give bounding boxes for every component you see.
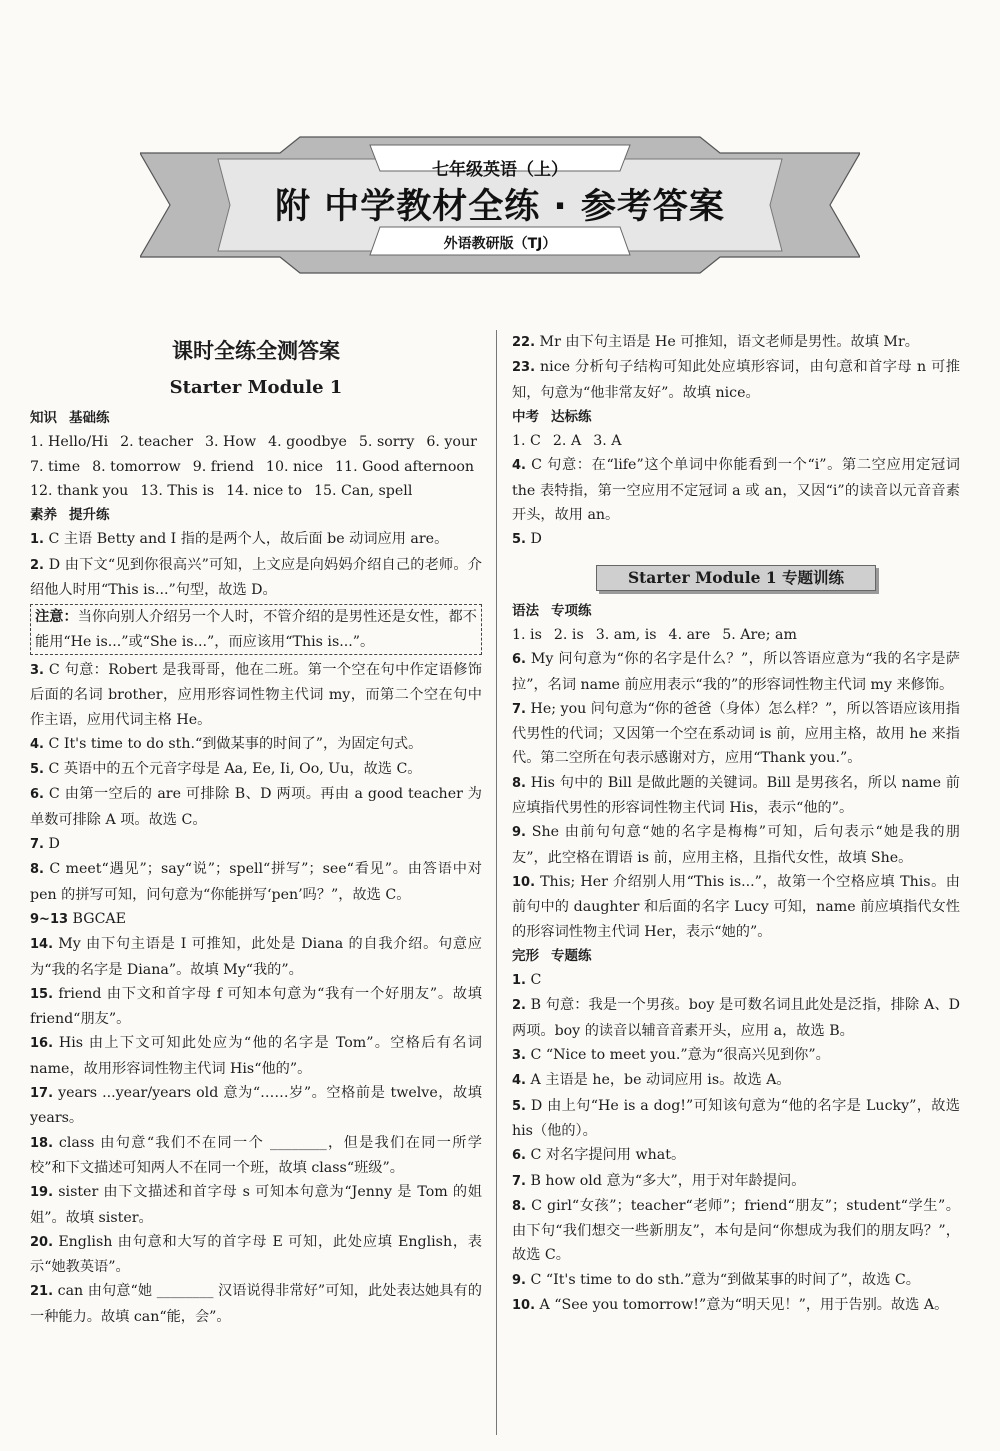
answer-item xyxy=(512,820,960,870)
answer-item xyxy=(30,1131,482,1181)
section-basic xyxy=(30,406,482,430)
item-number: 2. xyxy=(512,998,526,1014)
item-text: friend 由下文和首字母 f 可知本句意为“我有一个好朋友”。故填 friend“朋友”。 xyxy=(30,985,482,1028)
answer: 8. tomorrow xyxy=(92,458,181,475)
note-box xyxy=(30,604,482,655)
item-text: Mr 由下句主语是 He 可推知，语文老师是男性。故填 Mr。 xyxy=(539,334,919,350)
item-number: 4. xyxy=(30,736,44,752)
item-number: 23. xyxy=(512,360,536,376)
item-number: 6. xyxy=(30,787,44,803)
answer: 10. nice xyxy=(265,458,324,475)
item-text: She 由前句句意“她的名字是梅梅”可知，后句表示“她是我的朋友”，此空格在谓语 is 前，应用主格，且指代女性，故填 She。 xyxy=(512,824,960,866)
answer: 14. nice to xyxy=(226,482,302,499)
item-text: My 由下句主语是 I 可推知，此处是 Diana 的自我介绍。句意应为“我的名字是 Diana”。故填 My“我的”。 xyxy=(30,936,482,978)
item-number: 9~13 xyxy=(30,911,69,927)
answer: 6. your xyxy=(426,434,477,451)
answer: 7. time xyxy=(30,458,81,475)
item-number: 8. xyxy=(30,862,44,878)
answer-item xyxy=(30,832,482,857)
answer-item xyxy=(512,1143,960,1168)
item-number: 17. xyxy=(30,1086,54,1102)
item-number: 7. xyxy=(512,1173,526,1189)
answer-item xyxy=(30,757,482,782)
item-text: C 对名字提问用 what。 xyxy=(530,1147,686,1164)
item-number: 9. xyxy=(512,1272,526,1288)
answer-item xyxy=(30,527,482,552)
section-exam xyxy=(512,405,960,429)
answer-item xyxy=(30,1180,482,1230)
answer-row xyxy=(30,479,482,503)
answer-row xyxy=(30,430,482,454)
section-sublabel: 基础练 xyxy=(69,410,110,426)
answer-item xyxy=(512,870,960,944)
answer-item xyxy=(30,907,482,932)
answer-item xyxy=(512,1043,960,1068)
answer: 5. Are; am xyxy=(722,626,797,643)
answer: 15. Can, spell xyxy=(313,482,413,499)
answer-item xyxy=(30,1230,482,1280)
item-text: He; you 问句意为“你的爸爸（身体）怎么样？”，所以答语应该用指代男性的代词；又因第一个空在系动词 is 前，应用主格，故用 he 来指代。第二空所在句表示感谢对方，应用“Thank you.”。 xyxy=(512,700,960,767)
item-number: 8. xyxy=(512,775,526,791)
section-improve xyxy=(30,503,482,527)
answer-item xyxy=(30,982,482,1032)
item-number: 15. xyxy=(30,986,54,1002)
item-text: B 句意：我是一个男孩。boy 是可数名词且此处是泛指，排除 A、D 两项。boy 的读音以辅音音素开头，应用 a，故选 B。 xyxy=(512,997,961,1039)
answer-item xyxy=(30,1279,482,1329)
item-text: D xyxy=(48,836,60,853)
item-text: BGCAE xyxy=(72,910,127,927)
item-number: 20. xyxy=(30,1234,54,1250)
item-text: sister 由下文描述和首字母 s 可知本句意为“Jenny 是 Tom 的姐姐”。故填 sister。 xyxy=(30,1184,482,1226)
item-number: 1. xyxy=(30,532,44,548)
answer-item xyxy=(30,1081,482,1131)
item-text: C “It's time to do sth.”意为“到做某事的时间了”，故选 C。 xyxy=(530,1271,920,1288)
item-text: C meet“遇见”；say“说”；spell“拼写”；see“看见”。由答语中对 pen 的拼写可知，问句意为“你能拼写‘pen’吗？”，故选 C。 xyxy=(30,861,482,903)
banner-grade: 七年级英语（上） xyxy=(432,160,568,180)
answer-item xyxy=(512,697,960,771)
answer: 1. Hello/Hi xyxy=(30,434,109,451)
answer: 4. goodbye xyxy=(268,434,347,451)
item-text: D 由上句“He is a dog!”可知该句意为“他的名字是 Lucky”，故选 his（他的）。 xyxy=(512,1097,960,1139)
answer-item xyxy=(30,1031,482,1081)
answer: 9. friend xyxy=(192,458,254,475)
section-sublabel: 提升练 xyxy=(69,507,110,524)
answer-item xyxy=(30,553,482,603)
note-text: 当你向别人介绍另一个人时，不管介绍的是男性还是女性，都不能用“He is...”或“She is...”，而应该用“This is...”。 xyxy=(35,609,477,650)
item-number: 5. xyxy=(512,1098,526,1114)
item-number: 4. xyxy=(512,458,526,474)
module-heading: Starter Module 1 xyxy=(169,377,343,398)
item-text: This; Her 介绍别人用“This is...”，故第一个空格应填 This。由前句中的 daughter 和后面的名字 Lucy 可知，name 前应填指代女性的形容词性物主代词 Her，表示“她的”。 xyxy=(512,873,960,940)
item-text: English 由句意和大写的首字母 E 可知，此处应填 English，表示“她教英语”。 xyxy=(30,1233,482,1276)
answer-item xyxy=(512,647,960,697)
answer-item xyxy=(30,857,482,907)
section-sublabel: 达标练 xyxy=(551,408,592,425)
item-text: B how old 意为“多大”，用于对年龄提问。 xyxy=(530,1172,806,1189)
answer: 2. teacher xyxy=(120,434,193,451)
item-text: His 句中的 Bill 是做此题的关键词。Bill 是男孩名，所以 name 前应填指代男性的形容词性物主代词 His，表示“他的”。 xyxy=(512,774,960,817)
column-divider xyxy=(496,330,497,1435)
item-text: nice 分析句子结构可知此处应填形容词，由句意和首字母 n 可推知，句意为“他非常友好”。故填 nice。 xyxy=(512,359,960,401)
item-number: 1. xyxy=(512,973,526,989)
item-number: 4. xyxy=(512,1073,526,1089)
item-number: 21. xyxy=(30,1284,54,1300)
answer-item xyxy=(512,1169,960,1194)
item-text: can 由句意“她 ________ 汉语说得非常好”可知，此处表达她具有的一种能力。故填 can“能，会”。 xyxy=(30,1283,482,1325)
left-column xyxy=(30,330,482,1329)
item-number: 3. xyxy=(30,662,44,678)
answer-item xyxy=(30,782,482,832)
right-column xyxy=(512,330,960,1318)
item-number: 10. xyxy=(512,874,536,890)
item-number: 10. xyxy=(512,1297,536,1313)
answer: 2. is xyxy=(553,626,584,643)
item-number: 5. xyxy=(512,532,526,548)
item-text: A “See you tomorrow!”意为“明天见！”，用于告别。故选 A。 xyxy=(539,1296,949,1313)
item-text: C 由第一空后的 are 可排除 B、D 两项。再由 a good teacher 为单数可排除 A 项。故选 C。 xyxy=(30,786,482,828)
item-number: 7. xyxy=(512,701,526,717)
section-label: 知识 xyxy=(30,410,57,426)
item-text: C “Nice to meet you.”意为“很高兴见到你”。 xyxy=(530,1047,830,1064)
answer: 13. This is xyxy=(140,482,215,499)
item-text: A 主语是 he，be 动词应用 is。故选 A。 xyxy=(530,1072,791,1089)
item-number: 8. xyxy=(512,1198,526,1214)
answer-row xyxy=(512,623,960,647)
item-text: C 句意：在“life”这个单词中你能看到一个“i”。第二空应用定冠词 the 表特指，第一空应用不定冠词 a 或 an，又因“i”的读音以元音音素开头，故用 an。 xyxy=(512,457,960,524)
banner-title: 附 中学教材全练 · 参考答案 xyxy=(275,187,725,227)
answer-item xyxy=(512,527,960,552)
item-number: 18. xyxy=(30,1135,54,1151)
answer: 12. thank you xyxy=(30,482,129,499)
answer-item xyxy=(512,1194,960,1268)
answer-item xyxy=(512,1068,960,1093)
item-text: D 由下文“见到你很高兴”可知，上文应是向妈妈介绍自己的老师。介绍他人时用“This is...”句型，故选 D。 xyxy=(30,556,482,599)
answer-item xyxy=(512,771,960,821)
item-text: His 由上下文可知此处应为“他的名字是 Tom”。空格后有名词 name，故用形容词性物主代词 His“他的”。 xyxy=(30,1035,482,1077)
item-number: 5. xyxy=(30,762,44,778)
answer: 5. sorry xyxy=(358,434,415,451)
item-number: 6. xyxy=(512,1148,526,1164)
answer: 2. A xyxy=(552,433,582,450)
section-label: 素养 xyxy=(30,507,57,524)
item-number: 16. xyxy=(30,1036,54,1052)
answer: 1. is xyxy=(512,626,542,643)
answer-item xyxy=(512,355,960,405)
section-cloze xyxy=(512,944,960,968)
header-banner xyxy=(140,135,860,275)
item-text: My 问句意为“你的名字是什么？”，所以答语应意为“我的名字是萨拉”，名词 name 前应用表示“我的”的形容词性物主代词 my 来修饰。 xyxy=(512,651,960,693)
item-number: 6. xyxy=(512,652,526,668)
item-number: 22. xyxy=(512,335,536,350)
answer-item xyxy=(512,1268,960,1293)
item-number: 19. xyxy=(30,1185,54,1201)
item-number: 14. xyxy=(30,937,54,953)
answer-item xyxy=(512,330,960,355)
answer: 11. Good afternoon xyxy=(335,458,475,475)
section-label: 语法 xyxy=(512,602,539,619)
note-label: 注意： xyxy=(35,609,78,626)
answer-item xyxy=(512,993,960,1043)
section-label: 完形 xyxy=(512,947,539,964)
answer-item xyxy=(512,968,960,993)
banner-edition: 外语教研版（TJ） xyxy=(443,236,557,252)
answer: 1. C xyxy=(512,433,541,450)
answer-item xyxy=(30,932,482,982)
answer: 3. A xyxy=(593,433,622,450)
answer: 3. am, is xyxy=(595,626,657,643)
item-number: 2. xyxy=(30,557,44,573)
item-text: C 英语中的五个元音字母是 Aa, Ee, Ii, Oo, Uu，故选 C。 xyxy=(48,761,422,778)
section-sublabel: 专项练 xyxy=(551,602,592,619)
item-text: D xyxy=(530,531,542,548)
answer-item xyxy=(512,453,960,527)
special-training-heading: Starter Module 1 专题训练 xyxy=(596,565,876,591)
item-text: C 主语 Betty and I 指的是两个人，故后面 be 动词应用 are。 xyxy=(48,531,449,548)
answer-item xyxy=(30,732,482,757)
section-sublabel: 专题练 xyxy=(551,947,592,964)
section-label: 中考 xyxy=(512,408,539,425)
answer: 3. How xyxy=(205,434,257,451)
answer-row xyxy=(512,429,960,453)
section-title: 课时全练全测答案 xyxy=(172,339,340,363)
item-text: C It's time to do sth.“到做某事的时间了”，为固定句式。 xyxy=(48,735,423,752)
item-text: C girl“女孩”；teacher“老师”；friend“朋友”；student“学生”。由下句“我们想交一些新朋友”，本句是问“你想成为我们的朋友吗？”，故选 C。 xyxy=(512,1197,960,1264)
item-number: 7. xyxy=(30,837,44,853)
item-number: 3. xyxy=(512,1048,526,1064)
item-number: 9. xyxy=(512,825,526,841)
item-text: C 句意：Robert 是我哥哥，他在二班。第一个空在句中作定语修饰后面的名词 brother，应用形容词性物主代词 my，而第二个空在句中作主语，应用代词主格 He。 xyxy=(30,661,482,728)
section-grammar xyxy=(512,599,960,623)
item-text: years ...year/years old 意为“……岁”。空格前是 twelve，故填 years。 xyxy=(30,1085,482,1127)
answer-item xyxy=(512,1293,960,1318)
answer: 4. are xyxy=(668,626,711,643)
answer-item xyxy=(512,1094,960,1144)
answer-item xyxy=(30,658,482,732)
item-text: class 由句意“我们不在同一个 ________，但是我们在同一所学校”和下文描述可知两人不在同一个班，故填 class“班级”。 xyxy=(30,1134,482,1176)
answer-row xyxy=(30,455,482,479)
item-text: C xyxy=(530,972,542,989)
